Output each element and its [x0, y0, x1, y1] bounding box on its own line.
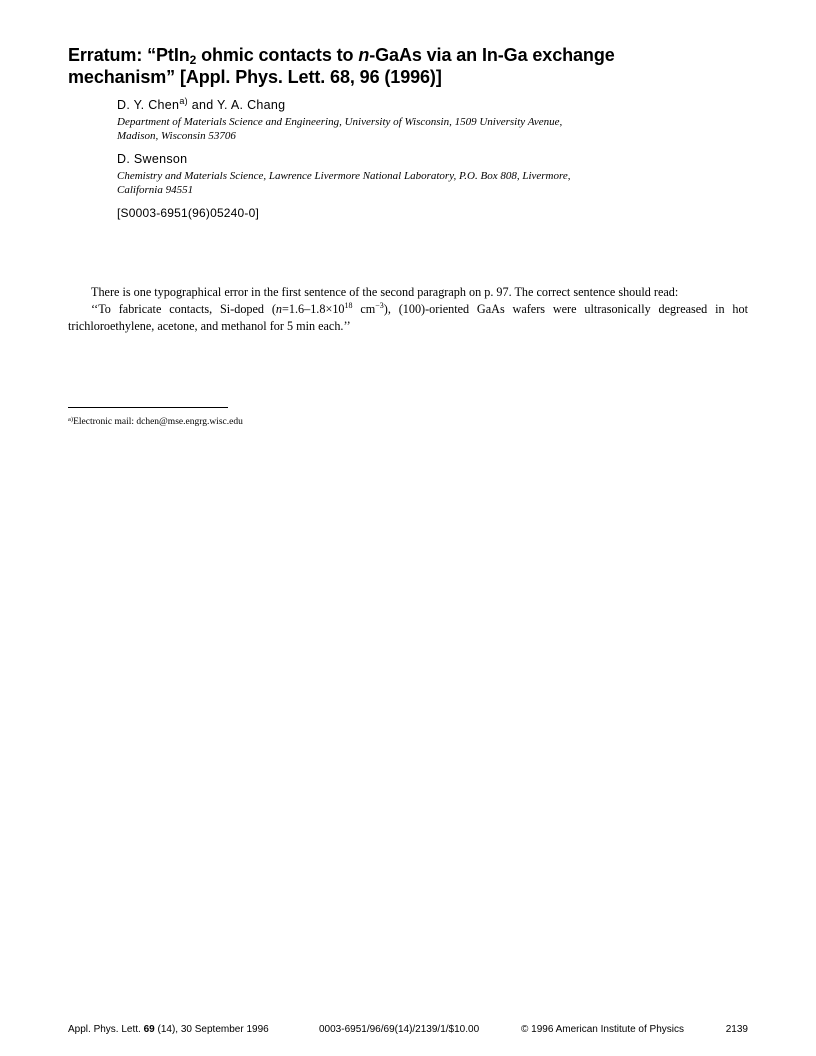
article-title [68, 44, 708, 88]
author-name-chen: D. Y. Chen [117, 98, 180, 112]
affiliation-1-line2: Madison, Wisconsin 53706 [117, 130, 236, 142]
author-line-1 [117, 97, 677, 113]
affiliation-2-line1: Chemistry and Materials Science, Lawrence Livermore National Laboratory, P.O. Box 808, Livermore, [117, 170, 571, 182]
footer-copyright: © 1996 American Institute of Physics [521, 1024, 685, 1035]
page-footer [68, 1023, 748, 1037]
title-italic: n [358, 45, 370, 65]
footnote-divider [68, 407, 228, 408]
para2-text-d: ), (100)-oriented GaAs wafers were ultrasonically degreased in hot trichloroethylene, acetone, and methanol for 5 min each.’’ [68, 302, 748, 333]
para2-italic-n: n [275, 302, 283, 316]
para2-exponent-1: 18 [344, 301, 353, 310]
title-part1: Erratum: “PtIn [68, 45, 190, 65]
body-paragraph-1: There is one typographical error in the first sentence of the second paragraph on p. 97. The correct sentence should read: [91, 285, 679, 299]
footer-volume: 69 [143, 1024, 155, 1035]
author-footnote-marker: a) [179, 96, 188, 106]
body-paragraph-2 [68, 301, 748, 335]
footer-journal: Appl. Phys. Lett. [68, 1024, 144, 1035]
title-part2: ohmic contacts to [196, 45, 359, 65]
author-name-chang: and Y. A. Chang [187, 98, 286, 112]
author-block [117, 97, 677, 221]
para2-text-c: cm [352, 302, 376, 316]
para2-text-b: =1.6–1.8×10 [282, 302, 345, 316]
footer-issue-date: (14), 30 September 1996 [154, 1024, 269, 1035]
affiliation-1 [117, 115, 677, 143]
affiliation-2 [117, 169, 677, 197]
author-line-2: D. Swenson [117, 152, 188, 166]
title-part3: -GaAs via an In-Ga exchange mechanism” [Appl. Phys. Lett. 68, 96 (1996)] [68, 45, 615, 87]
page-number: 2139 [725, 1024, 748, 1035]
affiliation-2-line2: California 94551 [117, 184, 194, 196]
para2-exponent-2: −3 [375, 301, 384, 310]
doi-identifier: [S0003-6951(96)05240-0] [117, 206, 260, 220]
footer-code: 0003-6951/96/69(14)/2139/1/$10.00 [319, 1024, 480, 1035]
para2-text-a: ‘‘To fabricate contacts, Si-doped ( [91, 302, 276, 316]
erratum-body [68, 284, 748, 335]
footnote [68, 416, 468, 428]
affiliation-1-line1: Department of Materials Science and Engineering, University of Wisconsin, 1509 University Avenue, [117, 116, 563, 128]
footer-citation [68, 1023, 269, 1037]
footnote-text: Electronic mail: dchen@mse.engrg.wisc.edu [73, 417, 243, 427]
title-subscript: 2 [189, 53, 197, 67]
footnote-marker: a) [68, 416, 74, 423]
